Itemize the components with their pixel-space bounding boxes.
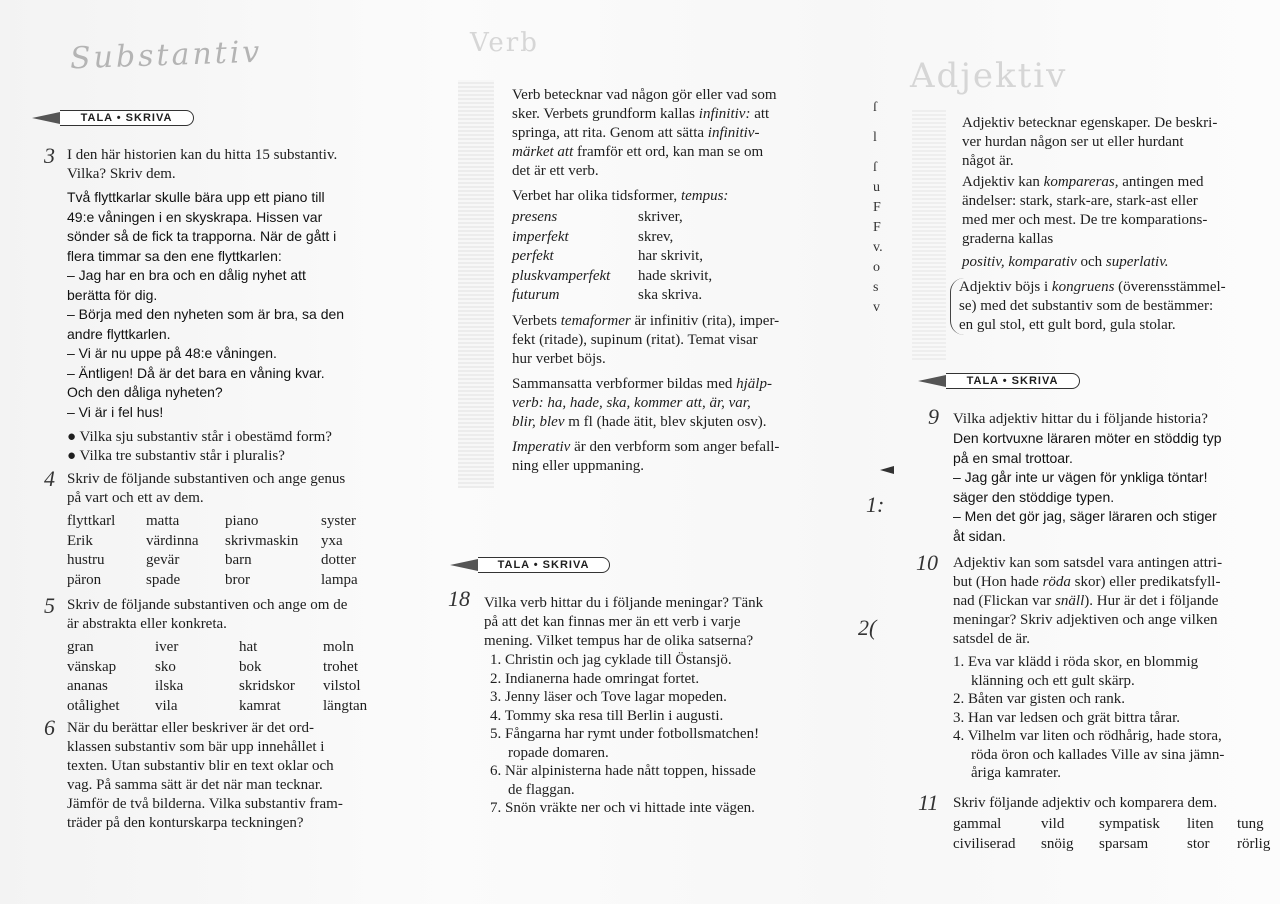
adj-p4-line: en gul stol, ett gult bord, gula stolar. xyxy=(959,317,1176,333)
ex18-intro: på att det kan finnas mer än ett verb i varje xyxy=(484,614,741,630)
cut-letter: s xyxy=(873,280,879,295)
adjektiv-theory xyxy=(959,114,1274,335)
sentence: 4. Vilhelm var liten och rödhårig, hade stora, xyxy=(953,728,1222,744)
sentence: 3. Han var ledsen och grät bittra tårar. xyxy=(953,709,1180,726)
handwritten-title: Substantiv xyxy=(69,34,263,77)
word: moln xyxy=(323,639,354,655)
cut-letter: o xyxy=(873,260,880,275)
exercise-number: 3 xyxy=(44,143,55,168)
adj-p2-line: Adjektiv kan kompareras, antingen med xyxy=(962,174,1204,190)
story-line: – Börja med den nyheten som är bra, sa den xyxy=(67,306,345,322)
ex10-sentences xyxy=(953,653,1273,783)
word: gammal xyxy=(953,816,1002,832)
verb-p1-line: Verb betecknar vad någon gör eller vad som xyxy=(512,87,777,103)
exercise-number: 4 xyxy=(44,466,55,491)
ex10-intro: but (Hon hade röda skor) eller predikatsfyll- xyxy=(953,574,1221,590)
cut-number: 2( xyxy=(858,615,877,640)
sentence: 2. Indianerna hade omringat fortet. xyxy=(490,670,700,687)
story-line: – Vi är nu uppe på 48:e våningen. xyxy=(67,345,277,361)
word: hustru xyxy=(67,552,105,568)
story-line: Och den dåliga nyheten? xyxy=(67,384,223,400)
cut-letter: l xyxy=(873,130,877,145)
sentence: 5. Fångarna har rymt under fotbollsmatchen! xyxy=(490,726,760,742)
story-line: säger den stöddige typen. xyxy=(953,488,1115,505)
ex4-intro-1: Skriv de följande substantiven och ange genus xyxy=(67,471,346,487)
exercise-11 xyxy=(953,794,1278,854)
adj-p2-line: graderna kallas xyxy=(962,231,1054,247)
tempus-intro: Verbet har olika tidsformer, tempus: xyxy=(512,188,729,204)
ex6-line: Jämför de två bilderna. Vilka substantiv fram- xyxy=(67,796,343,812)
hjalpverb-line: Sammansatta verbformer bildas med hjälp- xyxy=(512,375,772,392)
exercise-10 xyxy=(953,554,1273,783)
ex18-intro: mening. Vilket tempus har de olika satserna? xyxy=(484,633,754,649)
exercise-6 xyxy=(67,719,437,833)
ex11-intro: Skriv följande adjektiv och komparera dem. xyxy=(953,795,1218,811)
ex10-intro: nad (Flickan var snäll). Hur är det i följande xyxy=(953,593,1219,609)
word: sko xyxy=(155,658,176,675)
tempus-name: perfekt xyxy=(512,248,554,264)
verb-p1-line: det är ett verb. xyxy=(512,163,599,179)
story-line: – Vi är i fel hus! xyxy=(67,403,164,420)
imperativ-line: ning eller uppmaning. xyxy=(512,457,645,474)
word: vild xyxy=(1041,816,1065,832)
word: civiliserad xyxy=(953,835,1016,852)
bullet-item: ● Vilka tre substantiv står i pluralis? xyxy=(67,448,285,464)
sentence: 4. Tommy ska resa till Berlin i augusti. xyxy=(490,707,724,724)
faded-section-title: Verb xyxy=(470,28,539,58)
story-line: sönder så de fick ta trapporna. När de gått i xyxy=(67,228,337,244)
sentence: 1. Christin och jag cyklade till Östansjö. xyxy=(490,652,732,668)
story-line: berätta för dig. xyxy=(67,286,158,303)
pencil-tip-icon xyxy=(918,375,946,387)
word: bok xyxy=(239,658,262,675)
exercise-18 xyxy=(484,594,824,818)
word: ilska xyxy=(155,678,184,694)
word: rörlig xyxy=(1237,835,1271,852)
ex3-story xyxy=(67,188,427,422)
pencil-tip-icon xyxy=(32,112,60,124)
cut-letter: u xyxy=(873,180,880,195)
story-line: 49:e våningen i en skyskrapa. Hissen var xyxy=(67,208,323,225)
word: stor xyxy=(1187,835,1210,852)
hjalpverb-line: verb: ha, hade, ska, kommer att, är, var, xyxy=(512,394,751,411)
ex6-line: klassen substantiv som bär upp innehållet i xyxy=(67,739,325,755)
sentence-continued: åriga kamrater. xyxy=(971,765,1061,781)
adj-p2-line: ändelser: stark, stark-are, stark-ast eller xyxy=(962,193,1198,209)
tempus-name: futurum xyxy=(512,287,560,303)
cut-letter: ſ xyxy=(873,160,877,175)
word: piano xyxy=(225,513,259,529)
verb-p1-line: märket att framför ett ord, kan man se om xyxy=(512,144,764,160)
ex3-intro-2: Vilka? Skriv dem. xyxy=(67,166,176,182)
story-line: på en smal trottoar. xyxy=(953,449,1073,466)
story-line: – Jag har en bra och en dålig nyhet att xyxy=(67,267,306,283)
story-line: andre flyttkarlen. xyxy=(67,325,171,342)
sentence-continued: röda öron och kallades Ville av sina jämn- xyxy=(971,746,1225,763)
story-line: – Men det gör jag, säger läraren och stiger xyxy=(953,508,1217,524)
temaformer-line: Verbets temaformer är infinitiv (rita), imper- xyxy=(512,312,780,329)
word: skrivmaskin xyxy=(225,532,299,549)
word: kamrat xyxy=(239,697,281,714)
badge-label: TALA • SKRIVA xyxy=(478,557,610,573)
cut-letter: F xyxy=(873,220,881,235)
tala-skriva-badge xyxy=(32,110,194,126)
tempus-form: hade skrivit, xyxy=(638,267,713,284)
tempus-form: skrev, xyxy=(638,228,674,245)
story-line: Två flyttkarlar skulle bära upp ett piano till xyxy=(67,189,325,205)
word: snöig xyxy=(1041,835,1074,852)
badge-label: TALA • SKRIVA xyxy=(946,373,1080,389)
sentence: 2. Båten var gisten och rank. xyxy=(953,691,1126,707)
word: vilstol xyxy=(323,678,361,694)
ex4-intro-2: på vart och ett av dem. xyxy=(67,490,204,506)
ex5-intro-2: är abstrakta eller konkreta. xyxy=(67,616,227,632)
word: lampa xyxy=(321,571,358,588)
word: gran xyxy=(67,639,94,655)
tempus-table xyxy=(512,208,837,306)
exercise-4 xyxy=(67,470,427,590)
tempus-form: ska skriva. xyxy=(638,287,703,303)
kongruens-bracket xyxy=(950,278,1274,335)
word: Erik xyxy=(67,532,93,549)
exercise-9 xyxy=(953,410,1273,546)
exercise-5 xyxy=(67,596,427,716)
ex9-intro: Vilka adjektiv hittar du i följande historia? xyxy=(953,411,1208,427)
word: trohet xyxy=(323,658,358,675)
word: otålighet xyxy=(67,697,120,714)
word: vänskap xyxy=(67,658,117,675)
word: liten xyxy=(1187,816,1214,832)
word: matta xyxy=(146,513,180,529)
exercise-number: 5 xyxy=(44,593,55,618)
sentence: 6. När alpinisterna hade nått toppen, hissade xyxy=(490,763,756,779)
exercise-number: 18 xyxy=(448,586,470,611)
faded-section-title: Adjektiv xyxy=(910,56,1068,96)
cut-letter: v xyxy=(873,300,880,315)
bullet-dot-icon: ● xyxy=(67,429,80,445)
word: dotter xyxy=(321,552,356,568)
word: vila xyxy=(155,697,178,714)
ex3-intro-1: I den här historien kan du hitta 15 substantiv. xyxy=(67,147,338,163)
exercise-number: 10 xyxy=(916,550,938,575)
temaformer-line: fekt (ritade), supinum (ritat). Temat visar xyxy=(512,331,758,348)
word: iver xyxy=(155,639,179,655)
badge-label: TALA • SKRIVA xyxy=(60,110,194,126)
adj-p1-line: Adjektiv betecknar egenskaper. De beskri- xyxy=(962,115,1218,131)
ex6-line: vag. På samma sätt är det när man tecknar. xyxy=(67,777,323,793)
temaformer-line: hur verbet böjs. xyxy=(512,350,606,367)
word: ananas xyxy=(67,678,108,694)
exercise-3 xyxy=(67,146,427,466)
sentence-continued: klänning och ett gult skärp. xyxy=(971,672,1135,689)
bullet-item: ● Vilka sju substantiv står i obestämd form? xyxy=(67,429,332,445)
word: gevär xyxy=(146,552,180,568)
exercise-number: 11 xyxy=(918,790,939,815)
word: barn xyxy=(225,552,252,568)
tempus-form: skriver, xyxy=(638,209,683,225)
cutoff-letters xyxy=(873,98,883,318)
cut-letter: F xyxy=(873,200,881,215)
word: flyttkarl xyxy=(67,513,116,529)
verb-p1-line: springa, att rita. Genom att sätta infinitiv- xyxy=(512,125,760,141)
word: syster xyxy=(321,513,356,529)
story-line: flera timmar sa den ene flyttkarlen: xyxy=(67,247,282,264)
adj-p1-line: något är. xyxy=(962,153,1014,169)
verb-theory xyxy=(512,86,837,476)
word: hat xyxy=(239,639,258,655)
ex3-bullets xyxy=(67,428,427,466)
tala-skriva-badge xyxy=(918,373,1080,389)
bullet-dot-icon: ● xyxy=(67,448,80,464)
word: sympatisk xyxy=(1099,816,1160,832)
word: längtan xyxy=(323,697,368,714)
ex18-intro: Vilka verb hittar du i följande meningar? Tänk xyxy=(484,595,764,611)
word: sparsam xyxy=(1099,835,1149,852)
story-line: – Jag går inte ur vägen för ynkliga töntar! xyxy=(953,469,1208,485)
hjalpverb-line: blir, blev m fl (hade ätit, blev skjuten osv). xyxy=(512,413,767,430)
ex4-word-grid xyxy=(67,512,427,590)
tempus-name: presens xyxy=(512,209,558,225)
ex6-line: När du berättar eller beskriver är det ord- xyxy=(67,720,314,736)
imperativ-line: Imperativ är den verbform som anger befall- xyxy=(512,438,780,455)
adj-p2-line: med mer och mest. De tre komparations- xyxy=(962,212,1208,228)
word: skridskor xyxy=(239,678,295,694)
sentence: 1. Eva var klädd i röda skor, en blommig xyxy=(953,654,1199,670)
exercise-number: 6 xyxy=(44,715,55,740)
pencil-tip-icon xyxy=(450,559,478,571)
word: spade xyxy=(146,571,181,588)
story-line: åt sidan. xyxy=(953,527,1006,544)
adj-p1-line: ver hurdan någon ser ut eller hurdant xyxy=(962,134,1184,150)
word: bror xyxy=(225,571,250,588)
adj-p3-line: positiv, komparativ och superlativ. xyxy=(962,254,1169,270)
sentence-continued: ropade domaren. xyxy=(508,744,609,761)
ex5-intro-1: Skriv de följande substantiven och ange om de xyxy=(67,597,348,613)
word: yxa xyxy=(321,532,343,549)
ex6-line: texten. Utan substantiv blir en text oklar och xyxy=(67,758,334,774)
ex10-intro: Adjektiv kan som satsdel vara antingen attri- xyxy=(953,555,1223,571)
ex18-sentences xyxy=(490,651,824,818)
margin-texture xyxy=(458,80,494,488)
exercise-number: 9 xyxy=(928,404,939,429)
tempus-form: har skrivit, xyxy=(638,248,703,264)
pencil-tip-icon xyxy=(866,466,894,474)
tempus-name: imperfekt xyxy=(512,228,569,245)
tempus-name: pluskvamperfekt xyxy=(512,267,611,284)
margin-texture xyxy=(912,108,946,360)
word: tung xyxy=(1237,816,1264,832)
cut-number: 1: xyxy=(866,492,885,517)
ex5-word-grid xyxy=(67,638,427,716)
cut-letter: ſ xyxy=(873,100,877,115)
tala-skriva-badge xyxy=(450,557,610,573)
adj-p4-line: se) med det substantiv som de bestämmer: xyxy=(959,298,1214,314)
sentence: 7. Snön vräkte ner och vi hittade inte vägen. xyxy=(490,800,755,816)
verb-p1-line: sker. Verbets grundform kallas infinitiv: att xyxy=(512,106,770,122)
cut-letter: v. xyxy=(873,240,883,255)
adj-p4-line: Adjektiv böjs i kongruens (överensstämmel- xyxy=(959,279,1226,295)
ex11-word-grid xyxy=(953,815,1278,854)
word: päron xyxy=(67,571,102,588)
sentence-continued: de flaggan. xyxy=(508,781,575,798)
story-line: – Äntligen! Då är det bara en våning kvar. xyxy=(67,364,325,381)
ex10-intro: meningar? Skriv adjektiven och ange vilken xyxy=(953,612,1218,628)
word: värdinna xyxy=(146,532,199,549)
story-line: Den kortvuxne läraren möter en stöddig typ xyxy=(953,430,1222,446)
ex6-line: träder på den konturskarpa teckningen? xyxy=(67,815,304,831)
sentence: 3. Jenny läser och Tove lagar mopeden. xyxy=(490,689,727,705)
ex10-intro: satsdel de är. xyxy=(953,631,1031,647)
